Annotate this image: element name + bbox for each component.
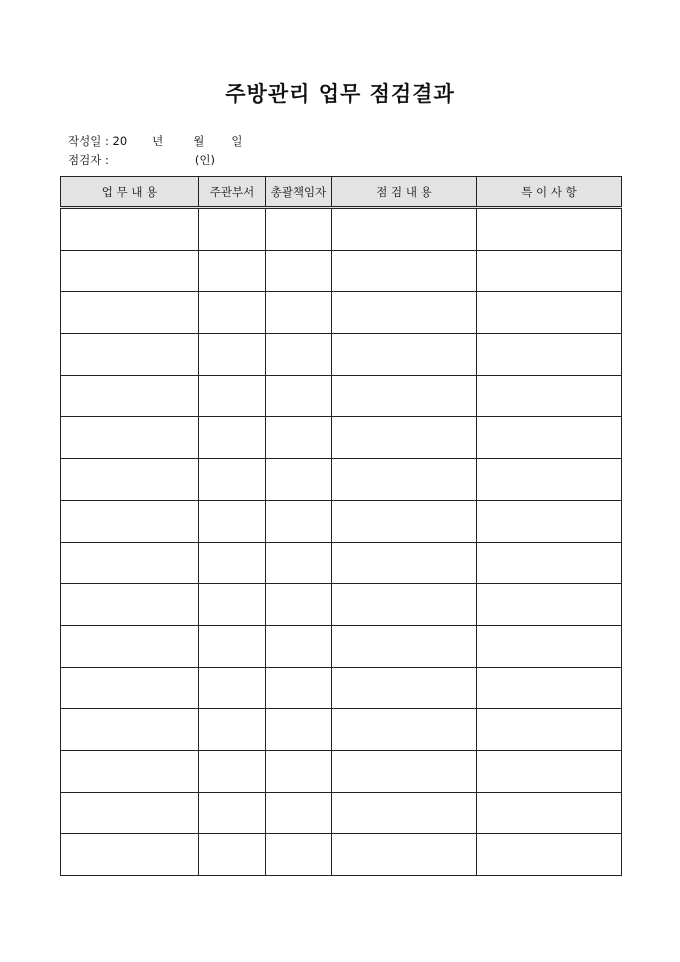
cell-remarks[interactable]: [477, 542, 622, 584]
table-row: [61, 667, 622, 709]
cell-manager[interactable]: [266, 750, 332, 792]
cell-department[interactable]: [199, 250, 266, 292]
cell-department[interactable]: [199, 208, 266, 251]
table-header-row: [61, 177, 622, 208]
header-inspection-content: 점 검 내 용: [332, 177, 477, 208]
header-department: 주관부서: [199, 177, 266, 208]
table-row: [61, 375, 622, 417]
cell-task-content[interactable]: [61, 417, 199, 459]
cell-department[interactable]: [199, 292, 266, 334]
cell-manager[interactable]: [266, 208, 332, 251]
cell-department[interactable]: [199, 792, 266, 834]
cell-task-content[interactable]: [61, 250, 199, 292]
table-row: [61, 292, 622, 334]
cell-remarks[interactable]: [477, 208, 622, 251]
cell-manager[interactable]: [266, 334, 332, 376]
cell-manager[interactable]: [266, 375, 332, 417]
cell-department[interactable]: [199, 625, 266, 667]
cell-manager[interactable]: [266, 459, 332, 501]
cell-task-content[interactable]: [61, 792, 199, 834]
cell-task-content[interactable]: [61, 625, 199, 667]
seal-label: (인): [194, 153, 215, 167]
cell-remarks[interactable]: [477, 334, 622, 376]
cell-manager[interactable]: [266, 417, 332, 459]
table-row: [61, 750, 622, 792]
cell-remarks[interactable]: [477, 667, 622, 709]
cell-remarks[interactable]: [477, 459, 622, 501]
table-row: [61, 792, 622, 834]
cell-remarks[interactable]: [477, 250, 622, 292]
cell-department[interactable]: [199, 584, 266, 626]
cell-department[interactable]: [199, 542, 266, 584]
cell-department[interactable]: [199, 459, 266, 501]
cell-task-content[interactable]: [61, 500, 199, 542]
table-row: [61, 208, 622, 251]
cell-inspection-content[interactable]: [332, 334, 477, 376]
cell-inspection-content[interactable]: [332, 250, 477, 292]
header-task-content: 업 무 내 용: [61, 177, 199, 208]
table-row: [61, 834, 622, 876]
cell-manager[interactable]: [266, 709, 332, 751]
cell-inspection-content[interactable]: [332, 625, 477, 667]
cell-remarks[interactable]: [477, 792, 622, 834]
cell-remarks[interactable]: [477, 500, 622, 542]
date-line: [68, 134, 242, 148]
table-body: [61, 208, 622, 876]
cell-remarks[interactable]: [477, 417, 622, 459]
cell-manager[interactable]: [266, 250, 332, 292]
table-row: [61, 500, 622, 542]
cell-inspection-content[interactable]: [332, 584, 477, 626]
table-row: [61, 417, 622, 459]
cell-department[interactable]: [199, 417, 266, 459]
cell-manager[interactable]: [266, 792, 332, 834]
cell-inspection-content[interactable]: [332, 208, 477, 251]
cell-manager[interactable]: [266, 542, 332, 584]
cell-task-content[interactable]: [61, 709, 199, 751]
year-label: 년: [152, 134, 164, 148]
cell-department[interactable]: [199, 667, 266, 709]
cell-department[interactable]: [199, 375, 266, 417]
table-row: [61, 250, 622, 292]
date-label: 작성일 : 20: [68, 134, 128, 148]
table-row: [61, 625, 622, 667]
cell-inspection-content[interactable]: [332, 292, 477, 334]
day-label: 일: [231, 134, 243, 148]
header-manager: 총괄책임자: [266, 177, 332, 208]
table-row: [61, 542, 622, 584]
cell-manager[interactable]: [266, 834, 332, 876]
cell-remarks[interactable]: [477, 584, 622, 626]
cell-remarks[interactable]: [477, 750, 622, 792]
cell-department[interactable]: [199, 334, 266, 376]
cell-manager[interactable]: [266, 500, 332, 542]
cell-task-content[interactable]: [61, 667, 199, 709]
cell-inspection-content[interactable]: [332, 667, 477, 709]
table-row: [61, 584, 622, 626]
cell-inspection-content[interactable]: [332, 834, 477, 876]
inspector-label: 점검자 :: [68, 153, 109, 167]
cell-task-content[interactable]: [61, 459, 199, 501]
table-row: [61, 459, 622, 501]
cell-manager[interactable]: [266, 584, 332, 626]
cell-department[interactable]: [199, 750, 266, 792]
month-label: 월: [193, 134, 205, 148]
table-row: [61, 334, 622, 376]
cell-task-content[interactable]: [61, 584, 199, 626]
cell-inspection-content[interactable]: [332, 542, 477, 584]
cell-task-content[interactable]: [61, 375, 199, 417]
cell-task-content[interactable]: [61, 542, 199, 584]
table-row: [61, 709, 622, 751]
cell-department[interactable]: [199, 500, 266, 542]
cell-manager[interactable]: [266, 625, 332, 667]
cell-remarks[interactable]: [477, 292, 622, 334]
cell-department[interactable]: [199, 834, 266, 876]
cell-task-content[interactable]: [61, 750, 199, 792]
cell-task-content[interactable]: [61, 834, 199, 876]
cell-inspection-content[interactable]: [332, 709, 477, 751]
cell-remarks[interactable]: [477, 834, 622, 876]
cell-inspection-content[interactable]: [332, 375, 477, 417]
cell-inspection-content[interactable]: [332, 792, 477, 834]
cell-inspection-content[interactable]: [332, 417, 477, 459]
cell-inspection-content[interactable]: [332, 459, 477, 501]
cell-inspection-content[interactable]: [332, 500, 477, 542]
cell-inspection-content[interactable]: [332, 750, 477, 792]
cell-task-content[interactable]: [61, 208, 199, 251]
cell-task-content[interactable]: [61, 292, 199, 334]
cell-manager[interactable]: [266, 667, 332, 709]
cell-remarks[interactable]: [477, 375, 622, 417]
cell-task-content[interactable]: [61, 334, 199, 376]
header-remarks: 특 이 사 항: [477, 177, 622, 208]
inspector-line: [68, 153, 215, 167]
cell-department[interactable]: [199, 709, 266, 751]
page-title: 주방관리 업무 점검결과: [225, 81, 455, 106]
cell-remarks[interactable]: [477, 709, 622, 751]
cell-remarks[interactable]: [477, 625, 622, 667]
cell-manager[interactable]: [266, 292, 332, 334]
inspection-table: [60, 176, 622, 876]
